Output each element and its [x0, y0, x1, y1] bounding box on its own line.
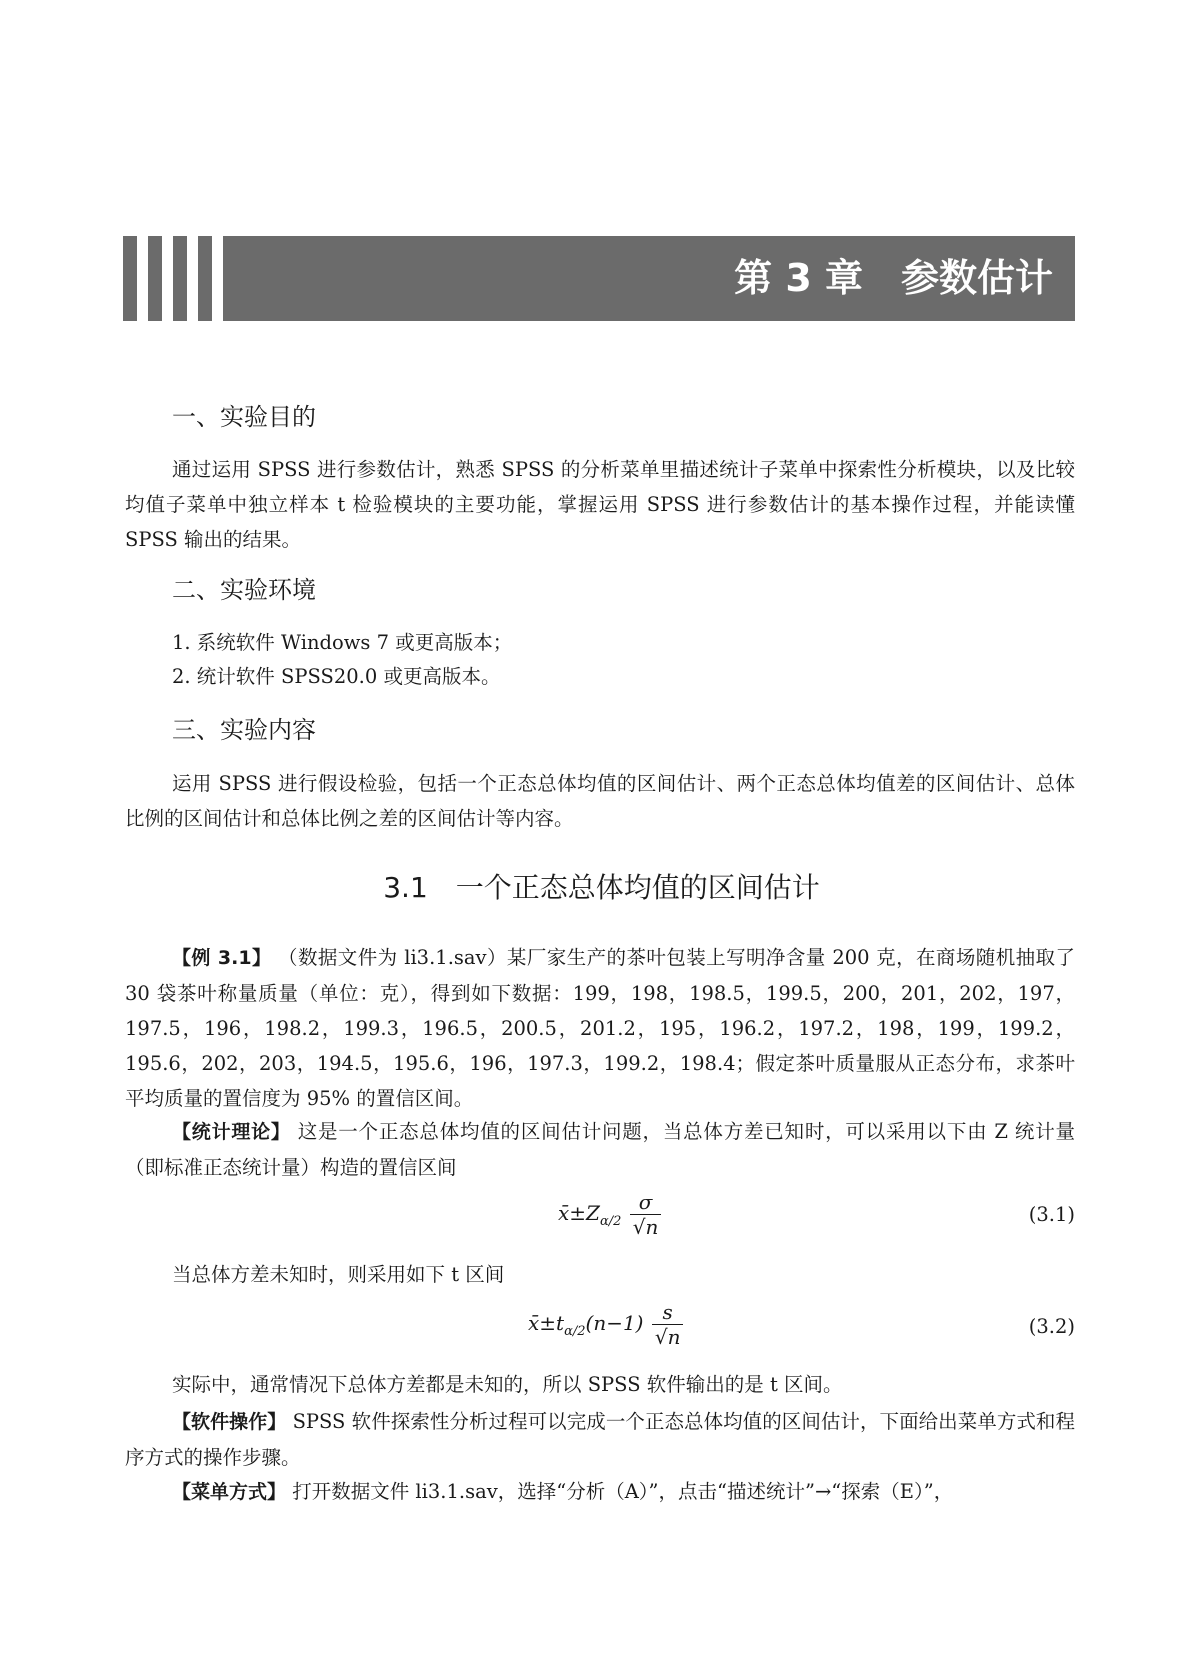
note-text: 实际中，通常情况下总体方差都是未知的，所以 SPSS 软件输出的是 t 区间。 [172, 1373, 843, 1396]
heading-environment: 二、实验环境 [172, 576, 316, 604]
formula-lhs: x̄±t [528, 1311, 565, 1335]
environment-item-2: 2. 统计软件 SPSS20.0 或更高版本。 [172, 665, 501, 688]
software-paragraph [125, 1404, 1075, 1475]
chapter-title: 第 3 章 参数估计 [734, 256, 1053, 300]
menu-paragraph [125, 1474, 1075, 1510]
banner-bar [223, 236, 1075, 321]
fraction-numerator: σ [638, 1190, 653, 1214]
heading-content: 三、实验内容 [172, 716, 316, 744]
purpose-paragraph: 通过运用 SPSS 进行参数估计，熟悉 SPSS 的分析菜单里描述统计子菜单中探索性分析模块，以及比较均值子菜单中独立样本 t 检验模块的主要功能，掌握运用 SPSS 进行参数估计的基本操作过程，并能读懂 SPSS 输出的结果。 [125, 458, 1075, 551]
formula-subscript: α/2 [599, 1214, 622, 1229]
software-text: SPSS 软件探索性分析过程可以完成一个正态总体均值的区间估计，下面给出菜单方式和程序方式的操作步骤。 [125, 1410, 1075, 1469]
banner-stripe [123, 236, 137, 321]
software-label: 【软件操作】 [172, 1411, 287, 1433]
formula-3-2 [528, 1300, 683, 1349]
example-text: （数据文件为 li3.1.sav）某厂家生产的茶叶包装上写明净含量 200 克，在商场随机抽取了 30 袋茶叶称量质量（单位：克），得到如下数据：199，198，198.5，199.5，200，201，202，197，197.5，196，198.2，199.3，196.5，200.5，201.2，195，196.2，197.2，198，199，199.2，195.6，202，203，194.5，195.6，196，197.3，199.2，198.4；假定茶叶质量服从正态分布，求茶叶平均质量的置信度为 95% 的置信区间。 [125, 946, 1075, 1110]
content-paragraph: 运用 SPSS 进行假设检验，包括一个正态总体均值的区间估计、两个正态总体均值差的区间估计、总体比例的区间估计和总体比例之差的区间估计等内容。 [125, 772, 1075, 830]
chapter-banner [123, 236, 1075, 321]
equation-number: (3.1) [1028, 1203, 1075, 1226]
formula-df: (n−1) [585, 1311, 644, 1335]
fraction-denominator: √n [630, 1214, 662, 1239]
fraction-denominator: √n [652, 1324, 684, 1349]
menu-label: 【菜单方式】 [172, 1481, 287, 1503]
example-label: 【例 3.1】 [172, 947, 272, 969]
theory-text: 这是一个正态总体均值的区间估计问题，当总体方差已知时，可以采用以下由 Z 统计量（即标准正态统计量）构造的置信区间 [125, 1120, 1075, 1179]
section-title: 3.1 一个正态总体均值的区间估计 [383, 871, 820, 904]
unknown-variance-text: 当总体方差未知时，则采用如下 t 区间 [172, 1263, 505, 1286]
environment-item-1: 1. 系统软件 Windows 7 或更高版本； [172, 631, 513, 654]
banner-stripe [198, 236, 212, 321]
formula-lhs: x̄±Z [558, 1201, 600, 1225]
menu-text: 打开数据文件 li3.1.sav，选择“分析（A）”，点击“描述统计”→“探索（E）”， [292, 1480, 954, 1503]
fraction-numerator: s [662, 1300, 673, 1324]
theory-label: 【统计理论】 [172, 1121, 291, 1143]
formula-fraction [652, 1300, 684, 1349]
banner-stripe [148, 236, 162, 321]
heading-purpose: 一、实验目的 [172, 403, 316, 431]
example-paragraph [125, 940, 1075, 1116]
equation-number: (3.2) [1028, 1315, 1075, 1338]
banner-stripe [173, 236, 187, 321]
formula-3-1 [558, 1190, 661, 1239]
theory-paragraph [125, 1114, 1075, 1185]
formula-subscript: α/2 [564, 1324, 586, 1339]
formula-fraction [630, 1190, 662, 1239]
